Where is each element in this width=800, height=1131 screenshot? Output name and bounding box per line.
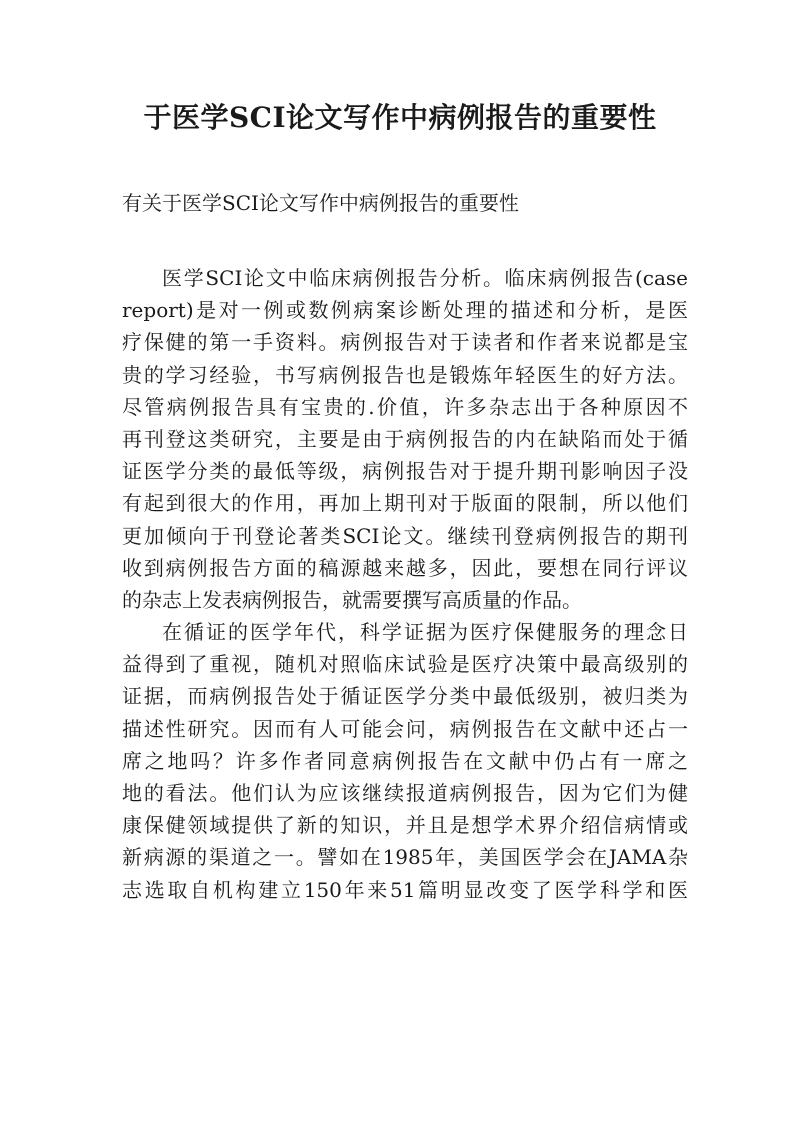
text-line: 益得到了重视，随机对照临床试验是医疗决策中最高级别的: [122, 652, 688, 677]
text-line: 贵的学习经验，书写病例报告也是锻炼年轻医生的好方法。: [122, 362, 688, 387]
document-subtitle: 有关于医学SCI论文写作中病例报告的重要性: [122, 191, 519, 215]
document-title: 于医学SCI论文写作中病例报告的重要性: [143, 101, 657, 134]
text-line: 再刊登这类研究，主要是由于病例报告的内在缺陷而处于循: [122, 426, 688, 451]
text-line: 尽管病例报告具有宝贵的.价值，许多杂志出于各种原因不: [122, 394, 688, 419]
text-line: 收到病例报告方面的稿源越来越多，因此，要想在同行评议: [122, 555, 688, 580]
text-line: 证医学分类的最低等级，病例报告对于提升期刊影响因子没: [122, 459, 688, 484]
text-line: 康保健领域提供了新的知识，并且是想学术界介绍信病情或: [122, 813, 688, 838]
paragraph-1: [122, 262, 688, 616]
text-line: 新病源的渠道之一。譬如在1985年，美国医学会在JAMA杂: [122, 845, 688, 870]
text-line: 医学SCI论文中临床病例报告分析。临床病例报告(case: [162, 266, 688, 290]
text-line: 描述性研究。因而有人可能会问，病例报告在文献中还占一: [122, 716, 688, 741]
text-line: 更加倾向于刊登论著类SCI论文。继续刊登病例报告的期刊: [122, 523, 688, 548]
text-line: 地的看法。他们认为应该继续报道病例报告，因为它们为健: [122, 781, 688, 805]
text-line: 证据，而病例报告处于循证医学分类中最低级别，被归类为: [122, 684, 688, 709]
text-line: 在循证的医学年代，科学证据为医疗保健服务的理念日: [162, 620, 688, 645]
text-line: 席之地吗？许多作者同意病例报告在文献中仍占有一席之: [122, 748, 688, 773]
text-line: 的杂志上发表病例报告，就需要撰写高质量的作品。: [122, 587, 582, 612]
text-line: 有起到很大的作用，再加上期刊对于版面的限制，所以他们: [122, 491, 688, 516]
document-body: [122, 262, 688, 906]
text-line: 志选取自机构建立150年来51篇明显改变了医学科学和医: [122, 877, 688, 902]
paragraph-2: [122, 616, 688, 906]
text-line: 疗保健的第一手资料。病例报告对于读者和作者来说都是宝: [122, 330, 688, 355]
text-line: report)是对一例或数例病案诊断处理的描述和分析，是医: [122, 298, 688, 323]
